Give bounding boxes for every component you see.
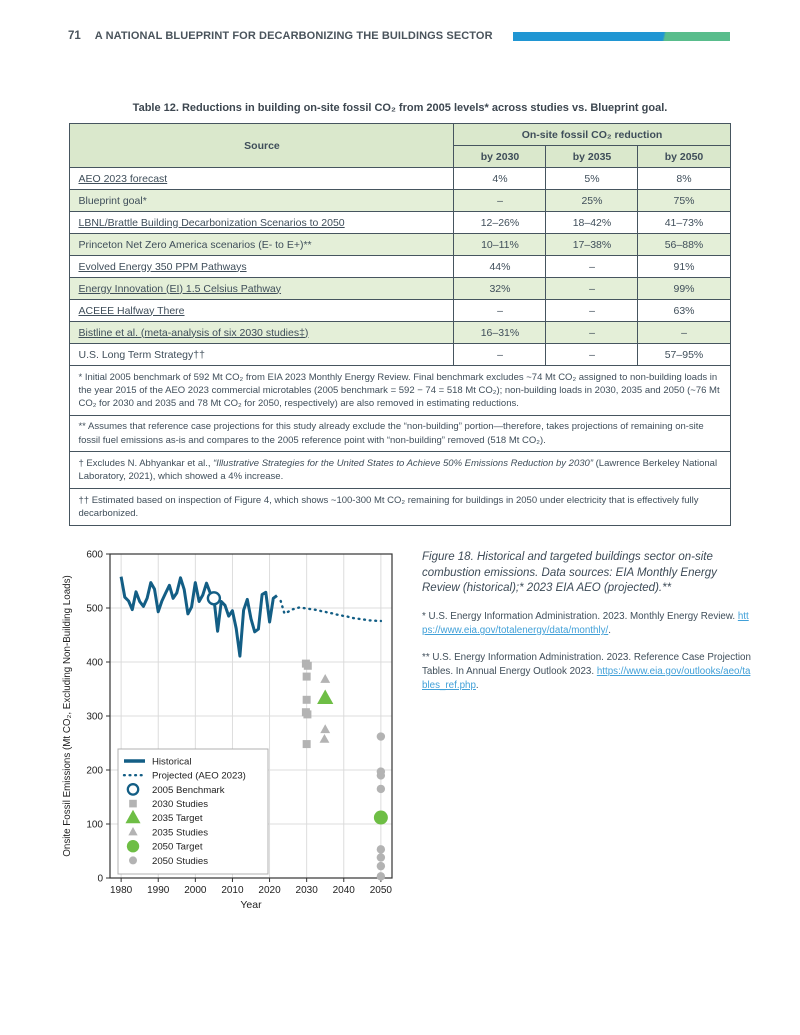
page-header [0,0,800,42]
svg-text:2035 Target: 2035 Target [152,812,203,824]
svg-text:2005 Benchmark: 2005 Benchmark [152,784,225,796]
header-accent-bar [513,32,730,41]
value-cell: 16–31% [454,322,546,344]
svg-text:1990: 1990 [147,884,170,896]
chart-legend [118,749,268,874]
svg-text:2050 Studies: 2050 Studies [152,855,209,867]
col-header-2035: by 2035 [546,146,638,168]
eia-aeo-link[interactable]: https://www.eia.gov/outlooks/aeo/tables_ref.php [422,665,751,691]
col-header-2030: by 2030 [454,146,546,168]
value-cell: – [454,190,546,212]
value-cell: – [454,344,546,366]
svg-text:2030 Studies: 2030 Studies [152,798,209,810]
value-cell: – [454,300,546,322]
footnote-double-dagger: †† Estimated based on inspection of Figure 4, which shows ~100-300 Mt CO₂ remaining for buildings in 2050 under electricity that is effectively fully decarbonized. [70,489,730,526]
svg-text:Year: Year [240,898,262,911]
table-row [70,234,730,256]
reductions-table [69,123,730,526]
footnote-row [70,452,730,489]
svg-text:Historical: Historical [152,756,192,768]
figure-note-1: * U.S. Energy Information Administration. 2023. Monthly Energy Review. https://www.eia.gov/totalenergy/data/monthly/. [422,611,749,637]
svg-text:2030: 2030 [295,884,318,896]
footnote-double-asterisk: ** Assumes that reference case projections for this study already exclude the “non-building” portion—therefore, takes projections of remaining on-site fossil fuel emissions as-is and compares to the 2005 reference point with “non-building” removed (518 Mt CO₂). [70,415,730,452]
source-us-long-term-strategy: U.S. Long Term Strategy†† [70,344,454,366]
source-blueprint-goal: Blueprint goal* [70,190,454,212]
value-cell: 8% [638,168,730,190]
svg-text:2050 Target: 2050 Target [152,841,203,853]
value-cell: – [546,278,638,300]
value-cell: 56–88% [638,234,730,256]
figure-caption: Figure 18. Historical and targeted buildings sector on-site combustion emissions. Data sources: EIA Monthly Energy Review (historical);* 2023 EIA AEO (projected).** [422,550,717,595]
page-number: 71 [68,30,81,42]
value-cell: 12–26% [454,212,546,234]
svg-text:2035 Studies: 2035 Studies [152,827,209,839]
figure-caption-column [422,544,752,693]
value-cell: – [546,256,638,278]
reduction-group-header: On-site fossil CO₂ reduction [454,124,730,146]
svg-text:2050: 2050 [369,884,392,896]
svg-text:Onsite Fossil Emissions (Mt CO: Onsite Fossil Emissions (Mt CO₂, Excluding Non-Building Loads) [62,574,73,857]
value-cell: 91% [638,256,730,278]
report-title: A NATIONAL BLUEPRINT FOR DECARBONIZING THE BUILDINGS SECTOR [94,30,493,42]
col-header-2050: by 2050 [638,146,730,168]
footnote-row [70,489,730,526]
cited-title: “Illustrative Strategies for the United States to Achieve 50% Emissions Reduction by 2030” [213,457,593,469]
table-row [70,344,730,366]
table-row [70,212,730,234]
table-row [70,278,730,300]
source-link-aceee[interactable]: ACEEE Halfway There [70,300,454,322]
value-cell: – [638,322,730,344]
svg-text:200: 200 [86,765,103,777]
table-row [70,168,730,190]
value-cell: 44% [454,256,546,278]
source-link-bistline[interactable]: Bistline et al. (meta-analysis of six 2030 studies‡) [70,322,454,344]
value-cell: 10–11% [454,234,546,256]
value-cell: 18–42% [546,212,638,234]
table-title: Table 12. Reductions in building on-site fossil CO₂ from 2005 levels* across studies vs. Blueprint goal. [132,102,668,114]
value-cell: – [546,300,638,322]
value-cell: 99% [638,278,730,300]
svg-text:2000: 2000 [184,884,207,896]
figure-note-2: ** U.S. Energy Information Administration. 2023. Reference Case Projection Tables. In Annual Energy Outlook 2023. https://www.eia.gov/outlooks/aeo/tables_ref.php. [422,652,751,691]
source-column-header: Source [70,124,454,168]
svg-text:Projected (AEO 2023): Projected (AEO 2023) [152,770,246,782]
emissions-chart-svg [58,544,408,924]
footnote-dagger: † Excludes N. Abhyankar et al., “Illustrative Strategies for the United States to Achieve 50% Emissions Reduction by 2030” (Lawrence Berkeley National Laboratory, 2021), which showed a 4% increase. [70,452,730,489]
svg-text:600: 600 [86,549,103,561]
eia-monthly-link[interactable]: https://www.eia.gov/totalenergy/data/monthly/ [422,611,749,637]
value-cell: 5% [546,168,638,190]
value-cell: 25% [546,190,638,212]
footnote-row [70,366,730,416]
table-row [70,300,730,322]
value-cell: 75% [638,190,730,212]
source-link-energy-innovation[interactable]: Energy Innovation (EI) 1.5 Celsius Pathway [70,278,454,300]
table-row [70,190,730,212]
value-cell: 41–73% [638,212,730,234]
value-cell: 17–38% [546,234,638,256]
figure-18-section [58,544,800,929]
value-cell: 4% [454,168,546,190]
source-link-evolved-energy[interactable]: Evolved Energy 350 PPM Pathways [70,256,454,278]
svg-text:2010: 2010 [221,884,244,896]
value-cell: – [546,344,638,366]
footnote-row [70,415,730,452]
table-header-row-1 [70,124,730,146]
footnote-asterisk: * Initial 2005 benchmark of 592 Mt CO₂ from EIA 2023 Monthly Energy Review. Final benchmark excludes ~74 Mt CO₂ assigned to non-building loads in the year 2015 of the AEO 2023 commercial microtables (2005 benchmark = 592 − 74 = 518 Mt CO₂); non-building loads in 2030, 2035 and 2050 (~76 Mt CO₂ for 2030 and 2035 and 78 Mt CO₂ for 2050, respectively) are also removed in estimating reductions. [70,366,730,416]
svg-text:1980: 1980 [110,884,133,896]
value-cell: 63% [638,300,730,322]
svg-text:100: 100 [86,819,103,831]
source-link-lbnl-brattle[interactable]: LBNL/Brattle Building Decarbonization Scenarios to 2050 [70,212,454,234]
svg-text:0: 0 [97,873,103,885]
table-row [70,322,730,344]
svg-text:2020: 2020 [258,884,281,896]
source-princeton-nza: Princeton Net Zero America scenarios (E- to E+)** [70,234,454,256]
table-row [70,256,730,278]
svg-text:400: 400 [86,657,103,669]
svg-text:2040: 2040 [332,884,355,896]
value-cell: – [546,322,638,344]
svg-text:500: 500 [86,603,103,615]
value-cell: 32% [454,278,546,300]
value-cell: 57–95% [638,344,730,366]
emissions-chart [58,544,408,929]
source-link-aeo-2023[interactable]: AEO 2023 forecast [70,168,454,190]
svg-text:300: 300 [86,711,103,723]
